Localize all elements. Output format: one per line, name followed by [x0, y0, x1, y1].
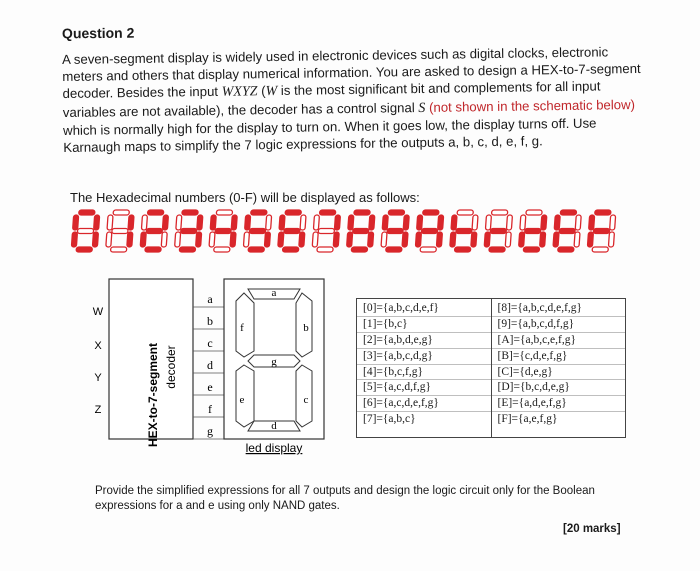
- digit-8-segment-c: [368, 232, 374, 247]
- digit-3: [174, 210, 203, 252]
- digit-F-segment-d: [592, 247, 608, 252]
- digit-0: [71, 210, 100, 252]
- led-segment-label-a: a: [271, 287, 277, 299]
- digit-A-segment-b: [438, 215, 444, 230]
- digit-9-segment-b: [403, 215, 409, 230]
- digit-F-segment-f: [589, 215, 595, 230]
- digit-B-segment-e: [450, 232, 456, 247]
- msb-variable: W: [265, 84, 278, 100]
- digit-2: [140, 210, 169, 252]
- question-title: Question 2: [61, 24, 135, 42]
- input-label-z: Z: [94, 404, 102, 416]
- decoder-label-1: HEX-to-7-segment: [146, 342, 160, 448]
- digit-C-segment-c: [505, 232, 511, 247]
- digit-B-segment-a: [457, 210, 473, 215]
- digit-E-segment-c: [574, 232, 580, 247]
- digit-4-segment-a: [216, 210, 232, 215]
- digit-2-segment-b: [162, 215, 168, 230]
- marks-label: [20 marks]: [563, 523, 621, 535]
- digit-B: [449, 210, 478, 252]
- digit-4-segment-f: [210, 215, 216, 230]
- closing-instructions: Provide the simplified expressions for all 7 outputs and design the logic circuit only for the Boolean expressions for a and e using only NAND gates.: [95, 485, 595, 512]
- digit-1-segment-a: [113, 210, 129, 215]
- digit-8-segment-f: [348, 215, 354, 230]
- mapping-row: [C]={d,e,g}: [492, 365, 626, 381]
- output-label-a: a: [207, 292, 213, 306]
- digit-1-segment-g: [112, 229, 128, 234]
- digit-7: [312, 210, 341, 252]
- digit-D-segment-d: [523, 247, 539, 252]
- mapping-row: [2]={a,b,d,e,g}: [357, 333, 491, 349]
- digit-A-segment-c: [436, 232, 442, 247]
- digit-E-segment-d: [558, 247, 574, 252]
- digit-2-segment-e: [140, 232, 146, 247]
- mapping-row: [3]={a,b,c,d,g}: [357, 349, 491, 365]
- digit-8-segment-e: [347, 232, 353, 247]
- digit-D-segment-a: [526, 210, 542, 215]
- mapping-row: [E]={a,d,e,f,g}: [492, 396, 626, 412]
- digit-5-segment-f: [245, 215, 251, 230]
- digit-1-segment-b: [128, 215, 134, 230]
- output-label-f: f: [208, 402, 212, 416]
- digit-5-segment-b: [266, 215, 272, 230]
- digit-A-segment-d: [420, 247, 436, 252]
- digit-7-segment-d: [317, 247, 333, 252]
- digit-5-segment-c: [264, 232, 270, 247]
- digit-4-segment-g: [215, 229, 231, 234]
- digit-3-segment-b: [197, 215, 203, 230]
- digit-E-segment-b: [575, 215, 581, 230]
- digit-3-segment-e: [175, 232, 181, 247]
- digit-D-segment-g: [525, 229, 541, 234]
- para-text-4: which is normally high for the display to turn on. When it goes low, the display turns off. Use Karnaugh maps to simplify the 7 logic expressions for the outputs a, b, c, d, e, f, g.: [63, 115, 597, 156]
- digit-5-segment-e: [243, 232, 249, 247]
- mapping-column-0-7: [357, 299, 491, 437]
- digit-0-segment-a: [79, 210, 95, 215]
- digit-0-segment-d: [76, 247, 92, 252]
- digit-C-segment-a: [491, 210, 507, 215]
- para-text-2: (: [257, 83, 266, 99]
- digit-C-segment-f: [485, 215, 491, 230]
- output-label-b: b: [207, 314, 213, 328]
- input-label-w: W: [92, 306, 104, 318]
- digit-9-segment-a: [388, 210, 404, 215]
- digit-2-segment-d: [145, 247, 161, 252]
- digit-F-segment-g: [593, 229, 609, 234]
- question-paragraph: [62, 43, 643, 156]
- digit-3-segment-g: [181, 229, 197, 234]
- digit-0-segment-c: [92, 232, 98, 247]
- digit-9-segment-f: [382, 215, 388, 230]
- digit-7-segment-e: [312, 232, 318, 247]
- digit-E-segment-e: [553, 232, 559, 247]
- mapping-row: [B]={c,d,e,f,g}: [492, 349, 626, 365]
- input-variables: WXYZ: [221, 84, 258, 101]
- digit-5-segment-d: [248, 247, 264, 252]
- digit-E-segment-g: [559, 229, 575, 234]
- digit-D-segment-b: [541, 215, 547, 230]
- mapping-row: [7]={a,b,c}: [363, 413, 416, 426]
- digit-A: [415, 210, 444, 252]
- digit-1-segment-e: [106, 232, 112, 247]
- mapping-row: [A]={a,b,c,e,f,g}: [492, 333, 626, 349]
- mapping-row: [D]={b,c,d,e,g}: [492, 380, 626, 396]
- digit-8-segment-d: [351, 247, 367, 252]
- digit-6-segment-c: [299, 232, 305, 247]
- digit-3-segment-d: [179, 247, 195, 252]
- digit-7-segment-f: [313, 215, 319, 230]
- digit-A-segment-g: [421, 229, 437, 234]
- digit-C-segment-d: [489, 247, 505, 252]
- decoder-schematic: [84, 275, 334, 455]
- digit-A-segment-e: [415, 232, 421, 247]
- led-display-caption: led display: [245, 441, 303, 455]
- digit-2-segment-a: [147, 210, 163, 215]
- digit-F-segment-b: [610, 215, 616, 230]
- digit-1-segment-f: [107, 215, 113, 230]
- digit-1-segment-c: [127, 232, 133, 247]
- digit-E-segment-f: [554, 215, 560, 230]
- digit-2-segment-f: [141, 215, 147, 230]
- digit-0-segment-b: [94, 215, 100, 230]
- digit-F-segment-c: [608, 232, 614, 247]
- seven-segment-digit-strip: [70, 207, 630, 257]
- digit-6-segment-f: [279, 215, 285, 230]
- output-label-e: e: [207, 380, 213, 394]
- led-segment-label-e: e: [239, 394, 245, 406]
- decoder-label-2: decoder: [164, 345, 178, 389]
- digit-B-segment-d: [454, 247, 470, 252]
- decoder-inputs: [93, 306, 104, 416]
- led-segment-label-b: b: [303, 322, 309, 334]
- digit-3-segment-c: [196, 232, 202, 247]
- digit-0-segment-g: [77, 229, 93, 234]
- digit-D-segment-c: [540, 232, 546, 247]
- digit-D-segment-e: [519, 232, 525, 247]
- digit-C: [484, 210, 513, 252]
- digit-3-segment-a: [182, 210, 198, 215]
- input-label-x: X: [94, 340, 102, 352]
- digit-B-segment-c: [471, 232, 477, 247]
- digit-6: [277, 210, 306, 252]
- mapping-row: [5]={a,c,d,f,g}: [357, 380, 491, 396]
- digit-E-segment-a: [560, 210, 576, 215]
- digit-5: [243, 210, 272, 252]
- digit-7-segment-b: [334, 215, 340, 230]
- digit-C-segment-g: [490, 229, 506, 234]
- digit-B-segment-f: [451, 215, 457, 230]
- digit-C-segment-b: [506, 215, 512, 230]
- digit-2-segment-c: [161, 232, 167, 247]
- digit-7-segment-a: [319, 210, 335, 215]
- mapping-row: [1]={b,c}: [357, 317, 491, 333]
- digit-9-segment-d: [386, 247, 402, 252]
- led-segment-label-f: f: [240, 322, 244, 334]
- digit-8-segment-g: [353, 229, 369, 234]
- digit-4-segment-d: [214, 247, 230, 252]
- output-label-d: d: [207, 358, 213, 372]
- mapping-row: [8]={a,b,c,d,e,f,g}: [492, 301, 626, 317]
- digit-6-segment-d: [282, 247, 298, 252]
- digit-A-segment-f: [417, 215, 423, 230]
- mapping-column-8-f: [491, 299, 626, 437]
- decoder-outputs: [193, 292, 224, 439]
- digit-F: [587, 210, 616, 252]
- led-segment-label-c: c: [303, 394, 309, 406]
- led-segment-label-g: g: [271, 356, 277, 368]
- para-text-1: A seven-segment display is widely used in electronic devices such as digital clocks, electronic meters and others that display numerical information. You are asked to design a HEX-to-7-segment decoder. Besides the input: [62, 44, 641, 102]
- digit-E: [553, 210, 582, 252]
- digit-4-segment-e: [209, 232, 215, 247]
- mapping-row: [9]={a,b,c,d,f,g}: [492, 317, 626, 333]
- digit-D-segment-f: [520, 215, 526, 230]
- mapping-row: [4]={b,c,f,g}: [357, 365, 491, 381]
- digit-3-segment-f: [176, 215, 182, 230]
- led-display: [224, 279, 324, 439]
- digit-F-segment-e: [587, 232, 593, 247]
- digit-4-segment-b: [231, 215, 237, 230]
- para-text-3: is the most significant bit and complements for all input variables are not available), the decoder has a control signal: [62, 78, 601, 120]
- digit-6-segment-b: [300, 215, 306, 230]
- hex-intro-text: The Hexadecimal numbers (0-F) will be displayed as follows:: [70, 190, 420, 205]
- digit-9-segment-g: [387, 229, 403, 234]
- digit-2-segment-g: [146, 229, 162, 234]
- mapping-row: [0]={a,b,c,d,e,f}: [357, 301, 491, 317]
- digit-5-segment-a: [251, 210, 267, 215]
- digit-8-segment-b: [369, 215, 375, 230]
- digit-9: [381, 210, 410, 252]
- output-label-g: g: [207, 424, 213, 438]
- led-segment-label-d: d: [271, 420, 277, 432]
- digit-F-segment-a: [595, 210, 611, 215]
- digit-9-segment-e: [381, 232, 387, 247]
- output-label-c: c: [207, 336, 213, 350]
- mapping-row: [6]={a,c,d,e,f,g}: [357, 396, 491, 412]
- digit-4-segment-c: [230, 232, 236, 247]
- digit-1: [105, 210, 134, 252]
- digit-6-segment-a: [285, 210, 301, 215]
- input-label-y: Y: [94, 372, 102, 384]
- digit-9-segment-c: [402, 232, 408, 247]
- digit-A-segment-a: [423, 210, 439, 215]
- digit-5-segment-g: [249, 229, 265, 234]
- digit-B-segment-b: [472, 215, 478, 230]
- digit-0-segment-f: [73, 215, 79, 230]
- digit-4: [209, 210, 238, 252]
- digit-7-segment-g: [318, 229, 334, 234]
- led-segment-f: [236, 293, 254, 357]
- digit-8-segment-a: [354, 210, 370, 215]
- segment-mapping-table: [356, 298, 626, 438]
- digit-6-segment-e: [278, 232, 284, 247]
- digit-8: [346, 210, 375, 252]
- digit-0-segment-e: [71, 232, 77, 247]
- control-signal: S: [418, 100, 426, 116]
- digit-6-segment-g: [284, 229, 300, 234]
- schematic-note: (not shown in the schematic below): [425, 96, 636, 115]
- digit-D: [518, 210, 547, 252]
- digit-B-segment-g: [456, 229, 472, 234]
- digit-1-segment-d: [110, 247, 126, 252]
- digit-C-segment-e: [484, 232, 490, 247]
- digit-7-segment-c: [333, 232, 339, 247]
- mapping-row: [F]={a,e,f,g}: [497, 413, 558, 426]
